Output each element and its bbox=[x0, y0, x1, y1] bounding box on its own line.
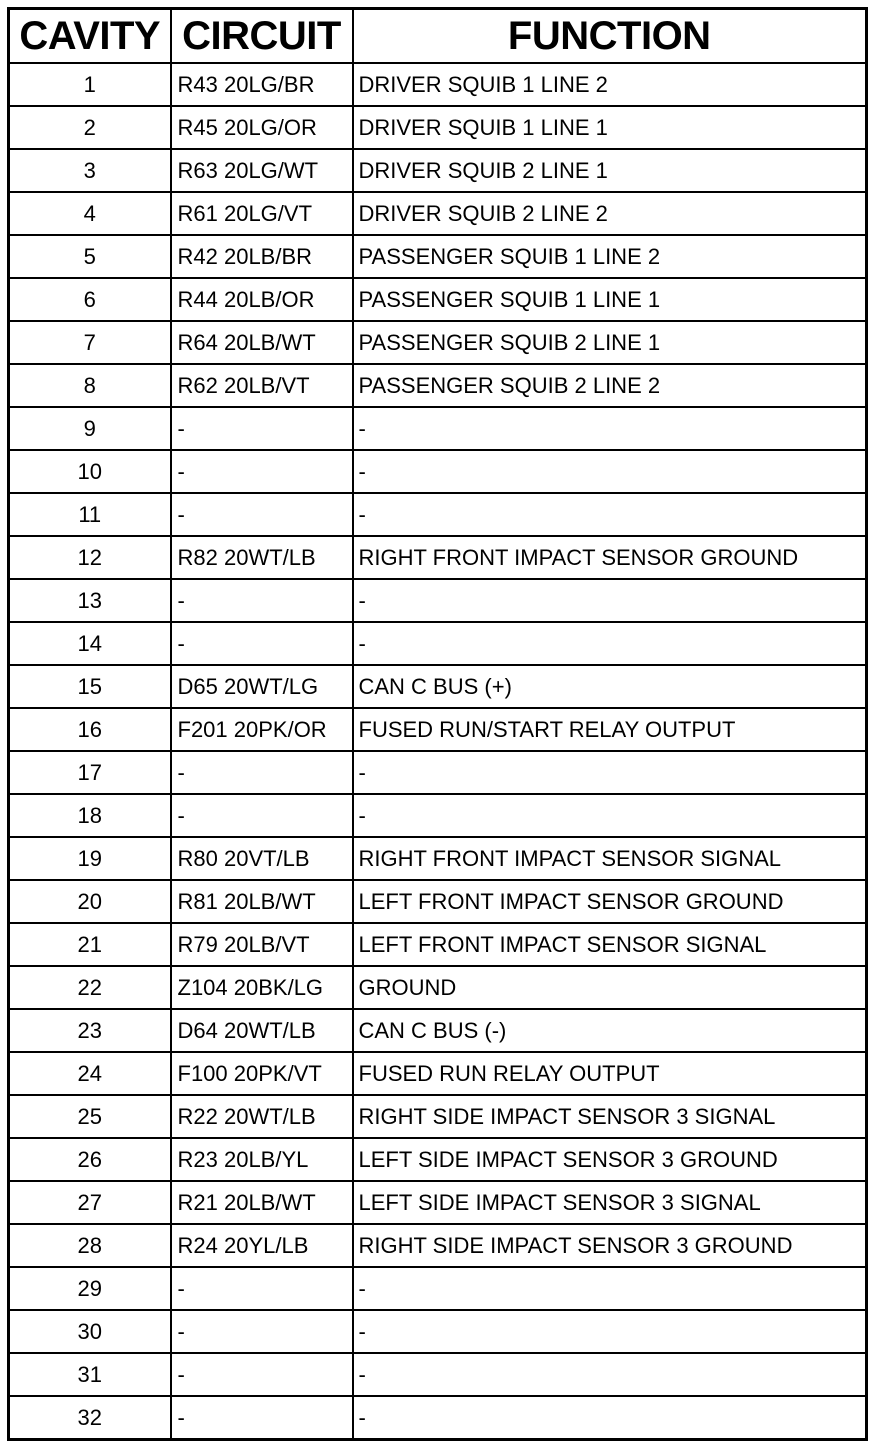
function-cell: - bbox=[353, 794, 867, 837]
function-cell: LEFT SIDE IMPACT SENSOR 3 GROUND bbox=[353, 1138, 867, 1181]
table-row bbox=[9, 794, 867, 837]
table-body bbox=[9, 63, 867, 1440]
function-cell: - bbox=[353, 622, 867, 665]
cavity-cell: 19 bbox=[9, 837, 171, 880]
function-cell: PASSENGER SQUIB 1 LINE 2 bbox=[353, 235, 867, 278]
cavity-cell: 5 bbox=[9, 235, 171, 278]
header-cavity: CAVITY bbox=[9, 9, 171, 64]
function-cell: - bbox=[353, 579, 867, 622]
cavity-cell: 24 bbox=[9, 1052, 171, 1095]
circuit-cell: R81 20LB/WT bbox=[171, 880, 353, 923]
function-cell: RIGHT SIDE IMPACT SENSOR 3 GROUND bbox=[353, 1224, 867, 1267]
table-header bbox=[9, 9, 867, 64]
cavity-cell: 1 bbox=[9, 63, 171, 106]
circuit-cell: D64 20WT/LB bbox=[171, 1009, 353, 1052]
table-row bbox=[9, 1181, 867, 1224]
table-row bbox=[9, 579, 867, 622]
function-cell: PASSENGER SQUIB 2 LINE 1 bbox=[353, 321, 867, 364]
circuit-cell: R44 20LB/OR bbox=[171, 278, 353, 321]
circuit-cell: R64 20LB/WT bbox=[171, 321, 353, 364]
cavity-cell: 32 bbox=[9, 1396, 171, 1440]
cavity-cell: 6 bbox=[9, 278, 171, 321]
circuit-cell: F201 20PK/OR bbox=[171, 708, 353, 751]
function-cell: - bbox=[353, 1310, 867, 1353]
table-row bbox=[9, 364, 867, 407]
cavity-cell: 2 bbox=[9, 106, 171, 149]
circuit-cell: R62 20LB/VT bbox=[171, 364, 353, 407]
circuit-cell: F100 20PK/VT bbox=[171, 1052, 353, 1095]
circuit-cell: R80 20VT/LB bbox=[171, 837, 353, 880]
circuit-cell: Z104 20BK/LG bbox=[171, 966, 353, 1009]
circuit-cell: R82 20WT/LB bbox=[171, 536, 353, 579]
table-row bbox=[9, 708, 867, 751]
function-cell: RIGHT FRONT IMPACT SENSOR SIGNAL bbox=[353, 837, 867, 880]
function-cell: FUSED RUN/START RELAY OUTPUT bbox=[353, 708, 867, 751]
cavity-cell: 17 bbox=[9, 751, 171, 794]
function-cell: CAN C BUS (+) bbox=[353, 665, 867, 708]
cavity-cell: 13 bbox=[9, 579, 171, 622]
table-row bbox=[9, 321, 867, 364]
circuit-cell: - bbox=[171, 407, 353, 450]
table-row bbox=[9, 1138, 867, 1181]
table-row bbox=[9, 235, 867, 278]
table-row bbox=[9, 1310, 867, 1353]
cavity-cell: 9 bbox=[9, 407, 171, 450]
table-row bbox=[9, 966, 867, 1009]
circuit-cell: - bbox=[171, 622, 353, 665]
table-row bbox=[9, 536, 867, 579]
function-cell: LEFT SIDE IMPACT SENSOR 3 SIGNAL bbox=[353, 1181, 867, 1224]
cavity-cell: 30 bbox=[9, 1310, 171, 1353]
cavity-cell: 18 bbox=[9, 794, 171, 837]
function-cell: - bbox=[353, 1267, 867, 1310]
cavity-cell: 12 bbox=[9, 536, 171, 579]
function-cell: RIGHT SIDE IMPACT SENSOR 3 SIGNAL bbox=[353, 1095, 867, 1138]
circuit-cell: - bbox=[171, 751, 353, 794]
table-row bbox=[9, 751, 867, 794]
table-row bbox=[9, 622, 867, 665]
function-cell: FUSED RUN RELAY OUTPUT bbox=[353, 1052, 867, 1095]
table-row bbox=[9, 63, 867, 106]
cavity-cell: 27 bbox=[9, 1181, 171, 1224]
cavity-cell: 4 bbox=[9, 192, 171, 235]
cavity-cell: 7 bbox=[9, 321, 171, 364]
table-row bbox=[9, 493, 867, 536]
table-row bbox=[9, 1095, 867, 1138]
function-cell: PASSENGER SQUIB 1 LINE 1 bbox=[353, 278, 867, 321]
cavity-cell: 20 bbox=[9, 880, 171, 923]
table-row bbox=[9, 1267, 867, 1310]
table-row bbox=[9, 106, 867, 149]
cavity-cell: 10 bbox=[9, 450, 171, 493]
circuit-cell: R43 20LG/BR bbox=[171, 63, 353, 106]
cavity-cell: 25 bbox=[9, 1095, 171, 1138]
header-circuit: CIRCUIT bbox=[171, 9, 353, 64]
circuit-cell: R22 20WT/LB bbox=[171, 1095, 353, 1138]
function-cell: GROUND bbox=[353, 966, 867, 1009]
function-cell: - bbox=[353, 407, 867, 450]
table-row bbox=[9, 665, 867, 708]
circuit-cell: - bbox=[171, 493, 353, 536]
function-cell: PASSENGER SQUIB 2 LINE 2 bbox=[353, 364, 867, 407]
cavity-cell: 22 bbox=[9, 966, 171, 1009]
cavity-cell: 15 bbox=[9, 665, 171, 708]
circuit-cell: R42 20LB/BR bbox=[171, 235, 353, 278]
function-cell: CAN C BUS (-) bbox=[353, 1009, 867, 1052]
table-row bbox=[9, 880, 867, 923]
circuit-cell: R79 20LB/VT bbox=[171, 923, 353, 966]
circuit-cell: - bbox=[171, 1310, 353, 1353]
header-function: FUNCTION bbox=[353, 9, 867, 64]
circuit-cell: - bbox=[171, 1267, 353, 1310]
cavity-cell: 23 bbox=[9, 1009, 171, 1052]
function-cell: LEFT FRONT IMPACT SENSOR GROUND bbox=[353, 880, 867, 923]
circuit-cell: R23 20LB/YL bbox=[171, 1138, 353, 1181]
function-cell: - bbox=[353, 751, 867, 794]
cavity-cell: 8 bbox=[9, 364, 171, 407]
function-cell: - bbox=[353, 1396, 867, 1440]
cavity-cell: 14 bbox=[9, 622, 171, 665]
cavity-cell: 21 bbox=[9, 923, 171, 966]
connector-pinout-table bbox=[7, 7, 868, 1441]
function-cell: - bbox=[353, 493, 867, 536]
table-row bbox=[9, 1009, 867, 1052]
circuit-cell: R61 20LG/VT bbox=[171, 192, 353, 235]
table-row bbox=[9, 450, 867, 493]
table-row bbox=[9, 837, 867, 880]
circuit-cell: R24 20YL/LB bbox=[171, 1224, 353, 1267]
table-row bbox=[9, 278, 867, 321]
function-cell: DRIVER SQUIB 2 LINE 1 bbox=[353, 149, 867, 192]
table-row bbox=[9, 1353, 867, 1396]
function-cell: DRIVER SQUIB 2 LINE 2 bbox=[353, 192, 867, 235]
table-row bbox=[9, 407, 867, 450]
circuit-cell: - bbox=[171, 1396, 353, 1440]
circuit-cell: - bbox=[171, 450, 353, 493]
circuit-cell: - bbox=[171, 794, 353, 837]
cavity-cell: 29 bbox=[9, 1267, 171, 1310]
cavity-cell: 31 bbox=[9, 1353, 171, 1396]
cavity-cell: 11 bbox=[9, 493, 171, 536]
table-row bbox=[9, 192, 867, 235]
cavity-cell: 28 bbox=[9, 1224, 171, 1267]
function-cell: DRIVER SQUIB 1 LINE 2 bbox=[353, 63, 867, 106]
circuit-cell: - bbox=[171, 1353, 353, 1396]
circuit-cell: R63 20LG/WT bbox=[171, 149, 353, 192]
table-row bbox=[9, 1224, 867, 1267]
function-cell: LEFT FRONT IMPACT SENSOR SIGNAL bbox=[353, 923, 867, 966]
header-row bbox=[9, 9, 867, 64]
function-cell: RIGHT FRONT IMPACT SENSOR GROUND bbox=[353, 536, 867, 579]
circuit-cell: D65 20WT/LG bbox=[171, 665, 353, 708]
table-row bbox=[9, 923, 867, 966]
cavity-cell: 26 bbox=[9, 1138, 171, 1181]
circuit-cell: - bbox=[171, 579, 353, 622]
circuit-cell: R45 20LG/OR bbox=[171, 106, 353, 149]
function-cell: - bbox=[353, 450, 867, 493]
table-row bbox=[9, 149, 867, 192]
function-cell: - bbox=[353, 1353, 867, 1396]
circuit-cell: R21 20LB/WT bbox=[171, 1181, 353, 1224]
cavity-cell: 16 bbox=[9, 708, 171, 751]
cavity-cell: 3 bbox=[9, 149, 171, 192]
table-row bbox=[9, 1052, 867, 1095]
table-row bbox=[9, 1396, 867, 1440]
function-cell: DRIVER SQUIB 1 LINE 1 bbox=[353, 106, 867, 149]
